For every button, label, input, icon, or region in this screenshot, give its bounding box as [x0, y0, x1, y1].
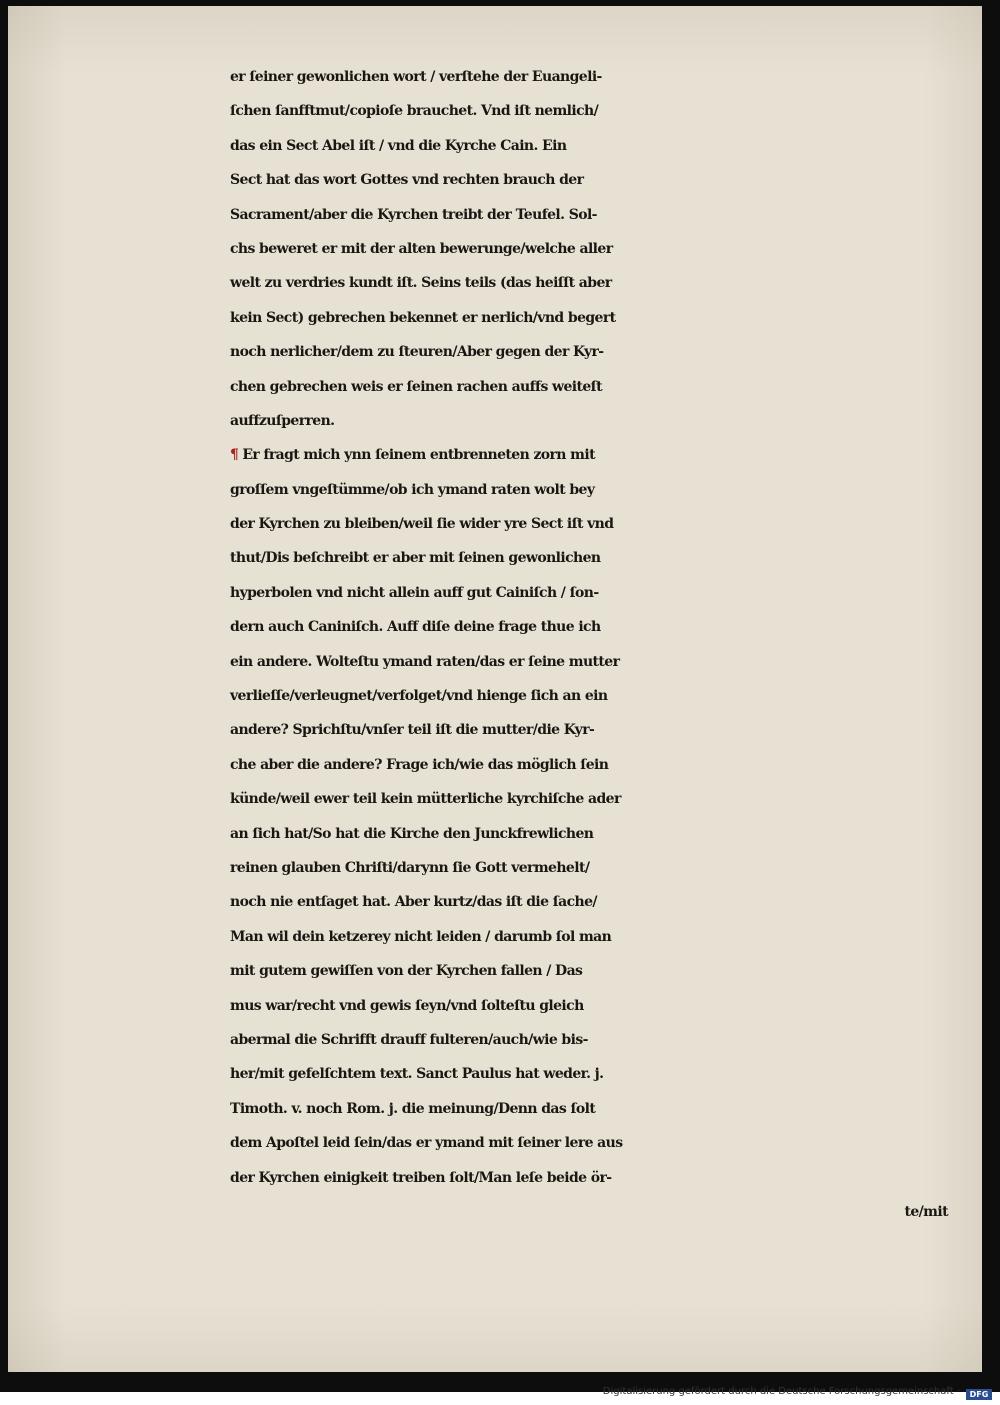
text-line-6: chs beweret er mit der alten bewerunge/welche aller: [230, 240, 613, 257]
text-line-12: [230, 438, 978, 472]
text-line-5: Sacrament/aber die Kyrchen treibt der Teufel. Sol-: [230, 206, 597, 223]
text-line-17: dern auch Caniniſch. Auff diſe deine frage thue ich: [230, 619, 601, 636]
text-line-25: noch nie entſaget hat. Aber kurtz/das iſt die ſache/: [230, 894, 597, 911]
paragraph-mark-icon: ¶: [230, 447, 239, 464]
funding-credit: Digitalisierung gefördert durch die Deutsche Forschungsgemeinschaft ·: [602, 1386, 960, 1397]
text-line-11: auffzuſperren.: [230, 412, 335, 429]
text-line-14: der Kyrchen zu bleiben/weil ſie wider yre Sect iſt vnd: [230, 516, 614, 533]
text-line-24: reinen glauben Chriſti/darynn ſie Gott vermehelt/: [230, 859, 590, 876]
text-line-30: her/mit gefelſchtem text. Sanct Paulus hat weder. j.: [230, 1066, 604, 1083]
book-page: [8, 6, 982, 1372]
text-line-18: ein andere. Wolteſtu ymand raten/das er ſeine mutter: [230, 653, 620, 670]
text-line-23: an ſich hat/So hat die Kirche den Junckfrewlichen: [230, 825, 594, 842]
text-line-22: künde/weil ewer teil kein mütterliche kyrchiſche ader: [230, 791, 621, 808]
text-line-26: Man wil dein ketzerey nicht leiden / darumb ſol man: [230, 928, 612, 945]
text-line-3: das ein Sect Abel iſt / vnd die Kyrche Cain. Ein: [230, 137, 567, 154]
text-line-16: hyperbolen vnd nicht allein auff gut Cainiſch / ſon-: [230, 584, 599, 601]
dfg-logo-icon: DFG: [966, 1389, 992, 1400]
text-line-4: Sect hat das wort Gottes vnd rechten brauch der: [230, 172, 584, 189]
text-block: [230, 60, 978, 1229]
text-line-13: groſſem vngeſtümme/ob ich ymand raten wolt bey: [230, 481, 595, 498]
text-line-7: welt zu verdries kundt iſt. Seins teils (das heiſſt aber: [230, 275, 612, 292]
text-line-15: thut/Dis beſchreibt er aber mit ſeinen gewonlichen: [230, 550, 601, 567]
text-line-32: dem Apoſtel leid ſein/das er ymand mit ſeiner lere aus: [230, 1135, 623, 1152]
text-line-10: chen gebrechen weis er ſeinen rachen auffs weiteſt: [230, 378, 602, 395]
text-line-12-content: Er fragt mich ynn ſeinem entbrenneten zorn mit: [242, 447, 595, 464]
text-line-27: mit gutem gewiſſen von der Kyrchen fallen / Das: [230, 963, 583, 980]
text-line-2: ſchen ſanfftmut/copioſe brauchet. Vnd iſt nemlich/: [230, 103, 599, 120]
text-line-28: mus war/recht vnd gewis ſeyn/vnd ſolteſtu gleich: [230, 997, 584, 1014]
text-line-9: noch nerlicher/dem zu ſteuren/Aber gegen der Kyr-: [230, 344, 604, 361]
text-line-1: er ſeiner gewonlichen wort / verſtehe der Euangeli-: [230, 69, 602, 85]
text-line-19: verlieſſe/verleugnet/verfolget/vnd hienge ſich an ein: [230, 688, 608, 705]
text-line-33: der Kyrchen einigkeit treiben ſolt/Man leſe beide ör-: [230, 1169, 612, 1186]
text-line-8: kein Sect) gebrechen bekennet er nerlich/vnd begert: [230, 309, 616, 326]
text-line-34-catchword: te/mit: [904, 1203, 948, 1220]
text-line-20: andere? Sprichſtu/vnſer teil iſt die mutter/die Kyr-: [230, 722, 595, 739]
text-line-31: Timoth. v. noch Rom. j. die meinung/Denn das ſolt: [230, 1100, 596, 1117]
text-line-21: che aber die andere? Frage ich/wie das möglich ſein: [230, 756, 609, 773]
text-line-29: abermal die Schrifft drauff fulteren/auch/wie bis-: [230, 1031, 588, 1048]
